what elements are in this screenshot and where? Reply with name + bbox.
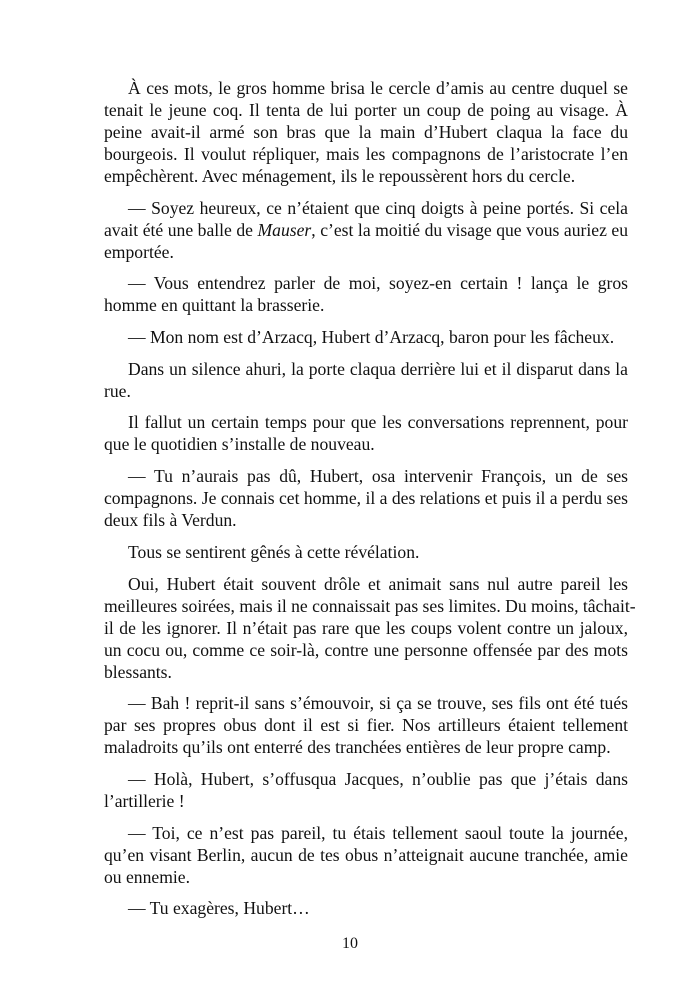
text-segment: que le quotidien s’installe de nouveau.: [104, 434, 375, 455]
text-segment: tenait le jeune coq. Il tenta de lui porter un coup de poing au visage. À: [104, 100, 628, 120]
text-segment: — Tu n’aurais pas dû, Hubert, osa intervenir François, un de ses: [128, 466, 628, 487]
text-line: [104, 541, 628, 563]
text-line: [104, 197, 628, 219]
text-line: [104, 219, 628, 241]
text-segment: il de les ignorer. Il n’était pas rare que les coups volent contre un jaloux,: [104, 617, 628, 638]
paragraph: [104, 77, 628, 187]
text-segment: par ses propres obus dont il est si fier. Nos artilleurs étaient tellement: [104, 715, 628, 736]
text-segment: emportée.: [104, 241, 174, 262]
text-segment: À ces mots, le gros homme brisa le cercle d’amis au centre duquel se: [128, 78, 628, 98]
text-segment: bourgeois. Il voulut répliquer, mais les compagnons de l’aristocrate l’en: [104, 144, 628, 164]
paragraph: [104, 411, 628, 455]
text-segment: compagnons. Je connais cet homme, il a des relations et puis il a perdu ses: [104, 488, 628, 509]
text-line: [104, 241, 628, 263]
text-segment: ou ennemie.: [104, 866, 190, 887]
text-segment: avait été une balle de: [104, 219, 258, 240]
text-segment: un cocu ou, comme ce soir-là, contre une personne offensée par des mots: [104, 639, 628, 660]
text-line: [104, 617, 628, 639]
paragraph: [104, 692, 628, 758]
text-line: [104, 487, 628, 509]
text-line: [104, 121, 628, 143]
paragraph: [104, 326, 628, 348]
text-line: [104, 143, 628, 165]
text-line: [104, 844, 628, 866]
paragraph: [104, 272, 628, 316]
text-segment: — Tu exagères, Hubert…: [128, 898, 310, 919]
text-line: [104, 714, 628, 736]
text-segment: peine avait-il armé son bras que la main d’Hubert claqua la face du: [104, 122, 628, 142]
text-segment: empêchèrent. Avec ménagement, ils le repoussèrent hors du cercle.: [104, 166, 576, 186]
text-line: [104, 573, 628, 595]
text-line: [104, 77, 628, 99]
text-line: [104, 358, 628, 380]
text-line: [104, 661, 628, 683]
text-segment: — Holà, Hubert, s’offusqua Jacques, n’oublie pas que j’étais dans: [128, 768, 628, 789]
text-line: [104, 736, 628, 758]
text-segment: l’artillerie !: [104, 790, 185, 811]
paragraph: [104, 573, 636, 683]
text-segment: deux fils à Verdun.: [104, 510, 237, 531]
text-segment: , c’est la moitié du visage que vous auriez eu: [311, 219, 629, 240]
text-line: [104, 465, 628, 487]
text-segment: Oui, Hubert était souvent drôle et animait sans nul autre pareil les: [128, 573, 628, 594]
text-line: [104, 822, 628, 844]
text-segment: — Mon nom est d’Arzacq, Hubert d’Arzacq, baron pour les fâcheux.: [128, 327, 615, 348]
text-line: [104, 692, 628, 714]
text-segment: — Soyez heureux, ce n’étaient que cinq doigts à peine portés. Si cela: [128, 197, 628, 218]
paragraph: [104, 897, 628, 919]
paragraph: [104, 541, 628, 563]
text-line: [104, 509, 628, 531]
text-line: [104, 768, 628, 790]
text-line: [104, 595, 636, 617]
text-segment: qu’en visant Berlin, aucun de tes obus n’atteignait aucune tranchée, amie: [104, 844, 628, 865]
text-line: [104, 866, 628, 888]
paragraph: [104, 358, 628, 402]
text-line: [104, 99, 628, 121]
text-segment: blessants.: [104, 661, 172, 682]
text-line: [104, 897, 628, 919]
text-segment: maladroits qu’ils ont enterré des tranchées entières de leur propre camp.: [104, 737, 611, 758]
text-segment: Dans un silence ahuri, la porte claqua derrière lui et il disparut dans la: [128, 358, 628, 379]
text-line: [104, 790, 628, 812]
text-segment: rue.: [104, 380, 131, 401]
paragraph: [104, 197, 628, 263]
text-line: [104, 411, 628, 433]
text-line: [104, 326, 628, 348]
text-line: [104, 433, 628, 455]
page-body: [104, 77, 636, 929]
page-number: 10: [342, 935, 358, 952]
text-segment: — Bah ! reprit-il sans s’émouvoir, si ça se trouve, ses fils ont été tués: [128, 693, 628, 714]
paragraph: [104, 768, 628, 812]
text-line: [104, 165, 628, 187]
text-line: [104, 639, 628, 661]
text-line: [104, 294, 628, 316]
paragraph: [104, 822, 628, 888]
text-line: [104, 272, 628, 294]
text-segment: Tous se sentirent gênés à cette révélation.: [128, 541, 420, 562]
text-segment: — Vous entendrez parler de moi, soyez-en certain ! lança le gros: [128, 273, 628, 294]
text-segment: Il fallut un certain temps pour que les conversations reprennent, pour: [128, 412, 628, 433]
italic-text: Mauser: [257, 219, 312, 240]
paragraph: [104, 465, 628, 531]
text-line: [104, 380, 628, 402]
text-segment: meilleures soirées, mais il ne connaissait pas ses limites. Du moins, tâchait-: [104, 595, 636, 616]
text-segment: homme en quittant la brasserie.: [104, 295, 325, 316]
text-segment: — Toi, ce n’est pas pareil, tu étais tellement saoul toute la journée,: [128, 822, 628, 843]
